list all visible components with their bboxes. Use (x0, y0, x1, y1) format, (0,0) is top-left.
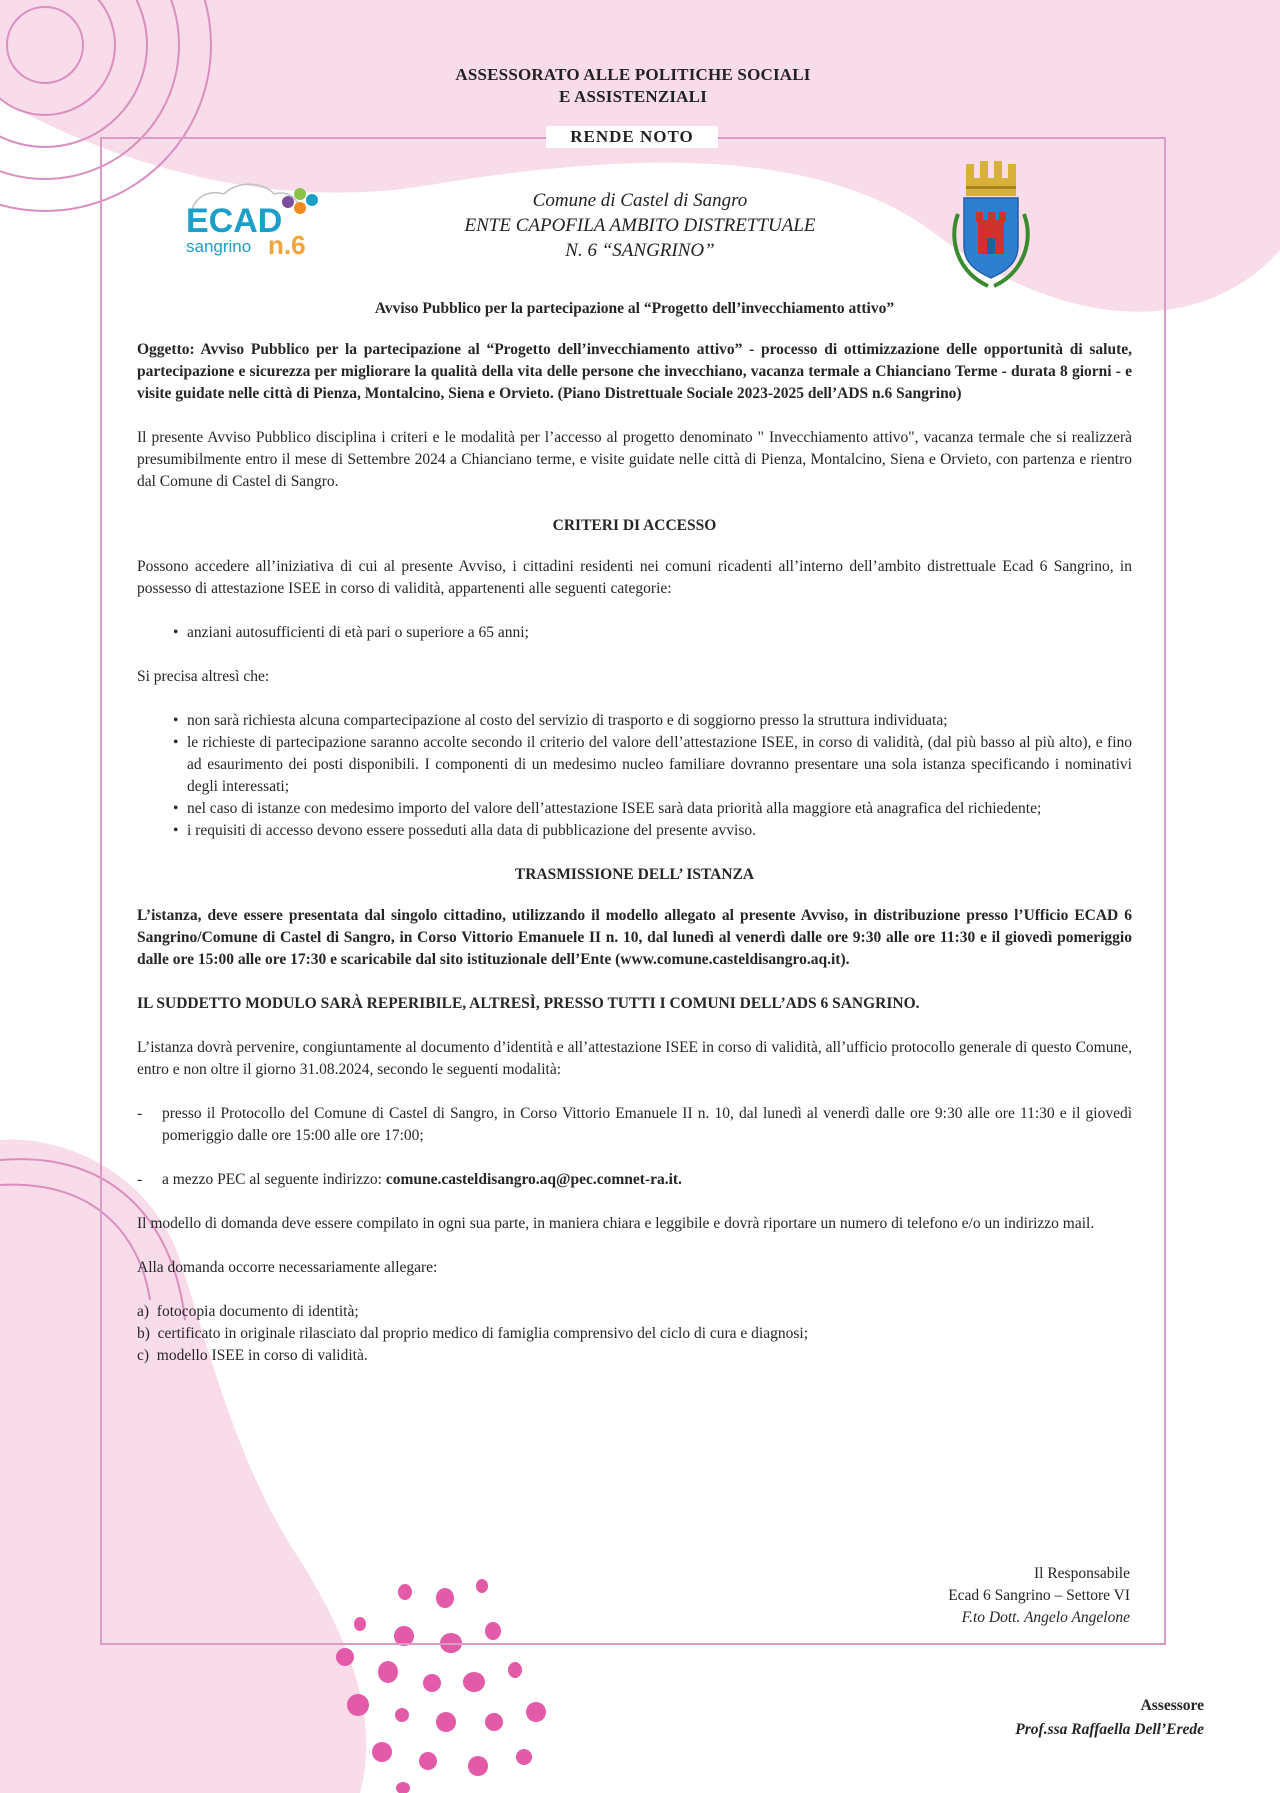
intro-paragraph: Il presente Avviso Pubblico disciplina i criteri e le modalità per l’accesso al progetto denominato " Invecchiamento attivo", vacanza termale che si realizzerà presumibilmente entro il mese di Settembre 2024 a Chianciano terme, e visite guidate nelle città di Pienza, Montalcino, Siena e Orvieto, con partenza e rientro dal Comune di Castel di Sangro. (137, 429, 1132, 490)
assessore-signature (900, 1694, 1204, 1742)
trasmissione-title: TRASMISSIONE DELL’ ISTANZA (514, 866, 755, 883)
document-body (137, 298, 1132, 1367)
istanza-paragraph: L’istanza dovrà pervenire, congiuntamente al documento d’identità e all’attestazione ISEE in corso di validità, all’ufficio protocollo generale di questo Comune, entro e non oltre il giorno 31.08.2024, secondo le seguenti modalità: (137, 1039, 1132, 1078)
signature-role: Il Responsabile (1034, 1565, 1130, 1582)
castel-di-sangro-crest (944, 158, 1038, 292)
list-item: • le richieste di partecipazione saranno accolte secondo il criterio del valore dell’attestazione ISEE, in corso di validità, (dal più basso al più alto), e fino ad esaurimento dei posti disponibili. I componenti di un medesimo nucleo familiare dovranno presentare una sola istanza specificando i nominativi degli interessati; (173, 732, 1132, 798)
list-item: • nel caso di istanze con medesimo importo del valore dell’attestazione ISEE sarà data priorità alla maggiore età anagrafica del richiedente; (173, 798, 1132, 820)
ecad-logo (182, 180, 332, 262)
allegare-paragraph: Alla domanda occorre necessariamente allegare: (137, 1259, 438, 1276)
oggetto-paragraph: Oggetto: Avviso Pubblico per la partecipazione al “Progetto dell’invecchiamento attivo” - processo di ottimizzazione delle opportunità di salute, partecipazione e sicurezza per migliorare la qualità della vita delle persone che invecchiano, vacanza termale a Chianciano Terme - durata 8 giorni - e visite guidate nelle città di Pienza, Montalcino, Siena e Orvieto. (Piano Distrettuale Sociale 2023-2025 dell’ADS n.6 Sangrino) (137, 341, 1132, 402)
assessore-role: Assessore (1140, 1697, 1204, 1714)
signature-office: Ecad 6 Sangrino – Settore VI (948, 1587, 1130, 1604)
list-item: • anziani autosufficienti di età pari o superiore a 65 anni; (173, 622, 1132, 644)
dash-item-pec: - a mezzo PEC al seguente indirizzo: comune.casteldisangro.aq@pec.comnet-ra.it. (137, 1171, 682, 1188)
ecad-logo-num: n.6 (268, 230, 306, 260)
ecad-logo-sub: sangrino (186, 237, 252, 256)
org-line-1: ASSESSORATO ALLE POLITICHE SOCIALI (455, 65, 811, 84)
precisa-paragraph: Si precisa altresì che: (137, 668, 270, 685)
assessore-name: Prof.ssa Raffaella Dell’Erede (1015, 1721, 1204, 1738)
ecad-logo-text: ECAD (186, 202, 283, 240)
criteri-paragraph: Possono accedere all’iniziativa di cui al presente Avviso, i cittadini residenti nei comuni ricadenti all’interno dell’ambito distrettuale Ecad 6 Sangrino, in possesso di attestazione ISEE in corso di validità, appartenenti alle seguenti categorie: (137, 558, 1132, 597)
criteri-title: CRITERI DI ACCESSO (552, 517, 717, 534)
rende-noto-label: RENDE NOTO (546, 126, 718, 148)
modulo-notice: IL SUDDETTO MODULO SARÀ REPERIBILE, ALTRESÌ, PRESSO TUTTI I COMUNI DELL’ADS 6 SANGRINO. (137, 995, 920, 1012)
dash-item-prefix: a mezzo PEC al seguente indirizzo: (162, 1171, 386, 1188)
ecad-flower-icon (282, 188, 318, 214)
list-item: b) certificato in originale rilasciato dal proprio medico di famiglia comprensivo del ciclo di cura e diagnosi; (137, 1325, 809, 1342)
list-item: c) modello ISEE in corso di validità. (137, 1347, 368, 1364)
ambito-number: N. 6 “SANGRINO” (565, 240, 715, 261)
criteri-list (137, 622, 1132, 644)
crown-icon (966, 161, 1016, 196)
dash-item-protocollo: - presso il Protocollo del Comune di Castel di Sangro, in Corso Vittorio Emanuele II n. 10, dal lunedì al venerdì dalle ore 9:30 alle ore 11:30 e il giovedì pomeriggio dalle ore 15:00 alle ore 17:00; (137, 1105, 1132, 1144)
pec-email-link[interactable]: comune.casteldisangro.aq@pec.comnet-ra.it. (385, 1171, 682, 1188)
allegati-list (137, 1301, 1132, 1367)
precisa-list (137, 710, 1132, 842)
list-item: • i requisiti di accesso devono essere posseduti alla data di pubblicazione del presente avviso. (173, 820, 1132, 842)
modello-paragraph: Il modello di domanda deve essere compilato in ogni sua parte, in maniera chiara e leggibile e dovrà riportare un numero di telefono e/o un indirizzo mail. (137, 1215, 1095, 1232)
comune-name: Comune di Castel di Sangro (532, 190, 748, 211)
document-title: Avviso Pubblico per la partecipazione al “Progetto dell’invecchiamento attivo” (374, 300, 895, 317)
list-item: a) fotocopia documento di identità; (137, 1303, 359, 1320)
header-organization (0, 64, 1266, 108)
list-item: • non sarà richiesta alcuna compartecipazione al costo del servizio di trasporto e di soggiorno presso la struttura individuata; (173, 710, 1132, 732)
ente-capofila: ENTE CAPOFILA AMBITO DISTRETTUALE (464, 215, 816, 236)
signature-name: F.to Dott. Angelo Angelone (961, 1609, 1130, 1626)
dash-item-text: presso il Protocollo del Comune di Castel di Sangro, in Corso Vittorio Emanuele II n. 10, dal lunedì al venerdì dalle ore 9:30 alle ore 11:30 e il giovedì pomeriggio dalle ore 15:00 alle ore 17:00; (162, 1105, 1132, 1144)
org-line-2: E ASSISTENZIALI (558, 87, 708, 106)
responsabile-signature (860, 1563, 1130, 1629)
trasmissione-paragraph: L’istanza, deve essere presentata dal singolo cittadino, utilizzando il modello allegato al presente Avviso, in distribuzione presso l’Ufficio ECAD 6 Sangrino/Comune di Castel di Sangro, in Corso Vittorio Emanuele II n. 10, dal lunedì al venerdì dalle ore 9:30 alle ore 11:30 e il giovedì pomeriggio dalle ore 15:00 alle ore 17:30 e scaricabile dal sito istituzionale dell’Ente (www.comune.casteldisangro.aq.it). (137, 907, 1132, 968)
comune-header (340, 188, 940, 263)
